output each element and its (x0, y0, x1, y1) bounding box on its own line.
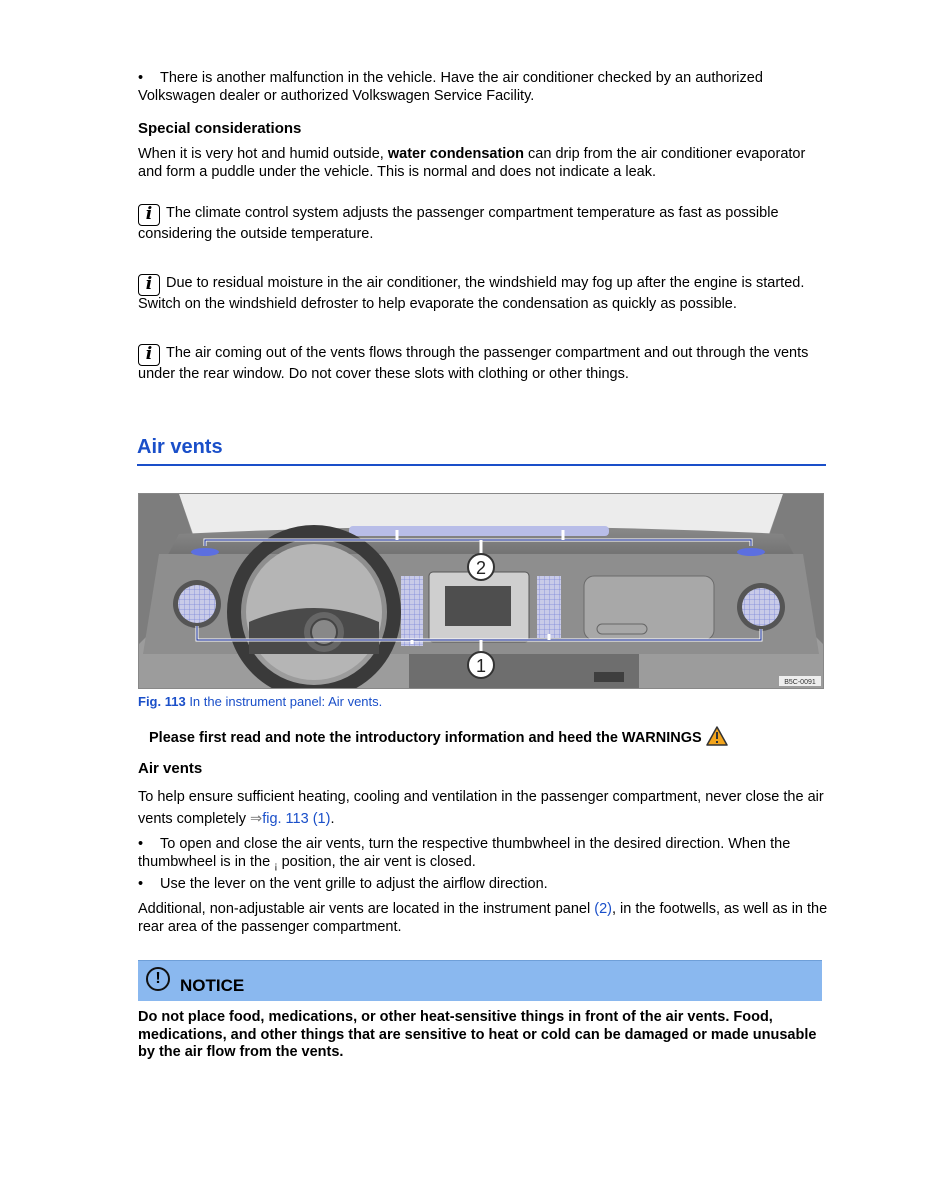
notice-header (138, 960, 822, 1001)
info-note-text: The climate control system adjusts the passenger compartment temperature as fast as possible considering the outside temperature. (138, 205, 779, 242)
section-title: Air vents (137, 436, 826, 466)
text-span: Additional, non-adjustable air vents are located in the instrument panel (138, 901, 595, 917)
callout-2-label: 2 (475, 558, 487, 578)
warnings-text: Please first read and note the introductory information and heed the WARNINGS (149, 730, 702, 746)
special-considerations-text (138, 146, 828, 181)
text-span: To help ensure sufficient heating, cooling and ventilation in the passenger compartment, never close the air vents completely (138, 789, 824, 827)
info-note-text: The air coming out of the vents flows through the passenger compartment and out through the vents under the rear window. Do not cover these slots with clothing or other things. (138, 345, 809, 382)
callout-1-label: 1 (475, 656, 487, 676)
bullet-dot: • (138, 836, 144, 852)
figure-code: B5C-0091 (784, 679, 816, 686)
info-icon: i (138, 204, 160, 226)
text-span: . (330, 811, 335, 827)
info-note-1 (138, 204, 828, 244)
notice-title: NOTICE (180, 976, 245, 995)
figure-caption-label: Fig. 113 (138, 694, 186, 709)
text-span: can drip from the air conditioner evaporator and form a puddle under the vehicle. This is normal and does not indicate a leak. (138, 146, 806, 180)
malfunction-bullet (138, 70, 828, 105)
bullet-dot: • (138, 70, 144, 86)
notice-exclamation-icon: ! (146, 967, 170, 991)
figure-caption-text: In the instrument panel: Air vents. (185, 694, 383, 709)
warning-triangle-icon[interactable] (706, 726, 728, 750)
water-condensation-bold: water condensation (387, 146, 525, 162)
special-considerations-heading: Special considerations (138, 120, 302, 137)
bullet-text: Use the lever on the vent grille to adjust the airflow direction. (160, 876, 548, 892)
info-note-3 (138, 344, 828, 384)
info-icon: i (138, 344, 160, 366)
fig-113-link[interactable]: fig. 113 (1) (262, 811, 331, 827)
warnings-line (149, 726, 728, 750)
closed-position-symbol: ¡ (274, 860, 278, 872)
text-span: When it is very hot and humid outside, (138, 146, 388, 162)
notice-text: Do not place food, medications, or other heat-sensitive things in front of the air vents. Food, medications, and other things that are sensitive to heat or cold can be damaged or made unusable by the air flow from the vents. (138, 1009, 817, 1060)
text-span: , in the footwells, as well as in the rear area of the passenger compartment. (138, 901, 828, 935)
thumbwheel-bullet (138, 836, 828, 875)
reference-arrow-icon: ⇒ (250, 811, 263, 827)
air-vents-intro (138, 786, 828, 830)
info-icon: i (138, 274, 160, 296)
figure-caption (138, 694, 382, 709)
info-note-text: Due to residual moisture in the air conditioner, the windshield may fog up after the engine is started. Switch on the windshield defroster to help evaporate the condensation as quickly as possible. (138, 275, 805, 312)
bullet-dot: • (138, 876, 144, 892)
instrument-panel-illustration (139, 494, 823, 688)
text-span: To open and close the air vents, turn the respective thumbwheel in the desired direction. When the thumbwheel is in the (138, 836, 791, 870)
additional-vents-text (138, 901, 828, 936)
info-note-2 (138, 274, 828, 314)
air-vents-heading: Air vents (138, 760, 203, 777)
text-span: position, the air vent is closed. (277, 853, 476, 870)
lever-bullet (138, 876, 828, 894)
instrument-panel-figure (138, 493, 824, 689)
callout-2-link[interactable]: (2) (594, 901, 612, 917)
bullet-text: There is another malfunction in the vehicle. Have the air conditioner checked by an authorized Volkswagen dealer or authorized Volkswagen Service Facility. (138, 70, 763, 104)
